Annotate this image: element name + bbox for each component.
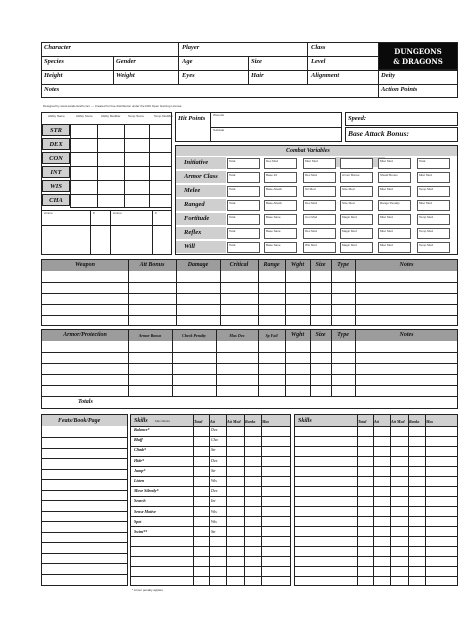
type-header: Type [337, 262, 349, 268]
skill-ability: Int [211, 498, 216, 504]
skill-att-header: Att [374, 419, 379, 424]
skill-ability: Cha [211, 437, 218, 443]
skill-row-blank[interactable] [295, 447, 457, 456]
combat-cell[interactable] [340, 200, 373, 211]
skill-ability: Str [211, 467, 216, 473]
skill-row-blank[interactable] [295, 487, 457, 496]
combat-cell[interactable] [303, 158, 336, 169]
combat-cell-label: Misc Mod [419, 201, 432, 205]
skill-total-field[interactable] [194, 458, 208, 466]
combat-cell[interactable] [340, 242, 373, 253]
skill-row-blank[interactable] [295, 507, 457, 516]
weight-header: Wght [290, 262, 305, 268]
skill-row-blank[interactable] [295, 437, 457, 446]
combat-row-label: Initiative [184, 159, 209, 166]
skill-ability: Wis [211, 508, 217, 514]
combat-cell[interactable] [378, 158, 411, 169]
skill-ability: Dex [211, 427, 218, 432]
combat-cell-label: Size Mod [342, 201, 355, 205]
skill-ability: Dex [211, 457, 218, 463]
combat-cell[interactable] [417, 228, 450, 239]
skill-row-blank[interactable] [295, 527, 457, 536]
combat-cell[interactable] [303, 214, 336, 225]
armor-row[interactable] [42, 353, 457, 363]
skill-row-blank[interactable] [295, 567, 457, 576]
class-label: Class [311, 44, 326, 51]
skill-name: Balance* [134, 427, 150, 432]
dnd-logo [378, 42, 458, 70]
combat-cell[interactable] [340, 158, 373, 169]
combat-cell[interactable] [417, 242, 450, 253]
ability-int: INT [50, 169, 62, 176]
skill-total-field[interactable] [194, 478, 208, 486]
ability-con: CON [49, 155, 63, 162]
weapon-row[interactable] [42, 305, 457, 315]
skill-ranks-header: Ranks [409, 419, 420, 424]
skill-ability: Str [211, 447, 216, 453]
feat-line[interactable] [42, 532, 127, 541]
feats-label: Feats/Book/Page [58, 418, 101, 424]
damage-header: Damage [187, 262, 209, 268]
skill-total-header: Total [194, 419, 203, 424]
ability-col-header-score: Ability Score [76, 114, 93, 118]
combat-cell[interactable] [227, 200, 260, 211]
skill-total-field[interactable] [194, 529, 208, 537]
weapon-row[interactable] [42, 283, 457, 293]
combat-cell[interactable] [264, 228, 297, 239]
combat-cell-label: Base Save [266, 229, 281, 233]
armor-row[interactable] [42, 386, 457, 396]
combat-cell-label: Total [229, 187, 236, 191]
skill-att-mod-header: Att Mod [227, 419, 241, 424]
combat-cell-label: Total [229, 243, 236, 247]
combat-cell[interactable] [417, 158, 450, 169]
armor-row[interactable] [42, 364, 457, 374]
notes-label: Notes [44, 86, 60, 93]
armor-weight-header: Wght [290, 332, 305, 338]
combat-cell[interactable] [378, 186, 411, 197]
skill-total-field[interactable] [194, 498, 208, 506]
skill-total-field[interactable] [194, 509, 208, 517]
combat-cell-label: Base Save [266, 243, 281, 247]
combat-cell-label: Misc Mod [380, 229, 393, 233]
combat-title: Combat Variables [286, 148, 330, 154]
combat-cell-label: Total [419, 159, 426, 163]
combat-cell[interactable] [264, 158, 297, 169]
combat-cell[interactable] [264, 186, 297, 197]
skill-mas-header: Mas [426, 419, 434, 424]
armor-bonus-header: Armor Bonus [138, 333, 162, 338]
combat-cell-label: Dex Mod [266, 159, 279, 163]
character-label: Character [44, 44, 72, 51]
spell-fail-header: Sp Fail [265, 333, 278, 338]
ammo-count-label-2: # [155, 211, 157, 215]
combat-cell-label: Base Save [266, 215, 281, 219]
skill-row-blank[interactable] [295, 577, 457, 586]
skill-row-blank[interactable] [295, 557, 457, 566]
combat-cell[interactable] [303, 186, 336, 197]
logo-line1: DUNGEONS [394, 47, 442, 56]
combat-cell[interactable] [227, 186, 260, 197]
combat-cell-label: Total [229, 229, 236, 233]
combat-cell-label: Misc Mod [419, 173, 432, 177]
combat-cell[interactable] [378, 214, 411, 225]
skill-total-field[interactable] [194, 437, 208, 445]
combat-cell[interactable] [303, 242, 336, 253]
combat-cell[interactable] [340, 214, 373, 225]
skill-row-blank[interactable] [295, 497, 457, 506]
armor-size-header: Size [315, 332, 326, 338]
combat-cell[interactable] [378, 200, 411, 211]
feat-line[interactable] [42, 511, 127, 520]
combat-cell[interactable] [227, 228, 260, 239]
feat-line[interactable] [42, 469, 127, 478]
ammo-label-1: Ammo [44, 211, 53, 215]
combat-cell-label: Dex Mod [305, 173, 318, 177]
skill-total-field[interactable] [194, 447, 208, 455]
skill-row-blank[interactable] [295, 517, 457, 526]
check-penalty-header: Check Penalty [182, 333, 206, 338]
skill-total-field[interactable] [194, 468, 208, 476]
combat-cell-label: Wis Mod [305, 243, 317, 247]
combat-cell-label: Misc Mod [305, 159, 318, 163]
skill-total-header: Total [358, 419, 367, 424]
feat-line[interactable] [42, 501, 127, 510]
ability-col-header-mod: Ability Modifier [101, 114, 121, 118]
skill-ranks-header: Ranks [245, 419, 256, 424]
combat-cell-label: Misc Mod [380, 215, 393, 219]
combat-row-label: Will [184, 243, 195, 250]
combat-cell-label: Temp Mod [419, 243, 434, 247]
combat-cell[interactable] [417, 186, 450, 197]
skill-row-blank[interactable] [295, 477, 457, 486]
weapon-header: Weapon [75, 262, 95, 268]
height-label: Height [44, 72, 63, 79]
combat-cell-label: Dex Mod [305, 229, 318, 233]
skill-name: Search [134, 498, 146, 504]
skill-att-mod-header: Att Mod [391, 419, 405, 424]
weapon-row[interactable] [42, 316, 457, 326]
combat-cell-label: Misc Mod [380, 159, 393, 163]
armor-row[interactable] [42, 342, 457, 352]
combat-cell-label: Base Attack [266, 187, 282, 191]
armor-penalty-footnote: * Armor penalty applies [132, 588, 163, 592]
critical-header: Critical [229, 262, 249, 268]
skill-total-field[interactable] [194, 427, 208, 435]
skill-name: Move Silently* [134, 488, 159, 494]
combat-cell[interactable] [264, 172, 297, 183]
ability-str: STR [50, 127, 62, 134]
size-header: Size [315, 262, 326, 268]
weapon-row[interactable] [42, 272, 457, 282]
combat-cell-label: Temp Mod [419, 229, 434, 233]
skills-label-2: Skills [298, 418, 312, 424]
skill-mas-header: Mas [262, 419, 270, 424]
combat-cell[interactable] [378, 172, 411, 183]
combat-cell[interactable] [264, 214, 297, 225]
speed-label: Speed: [348, 115, 367, 122]
skill-ability: Str [211, 529, 216, 534]
feat-line[interactable] [42, 448, 127, 457]
ability-col-header-name: Ability Name [48, 114, 65, 118]
combat-row-label: Armor Class [184, 173, 218, 180]
alignment-label: Alignment [311, 72, 340, 79]
combat-cell-label: Total [229, 173, 236, 177]
deity-label: Deity [381, 72, 396, 79]
level-label: Level [311, 58, 326, 65]
feat-line[interactable] [42, 553, 127, 562]
ability-dex: DEX [49, 141, 63, 148]
skill-name: Climb* [134, 447, 147, 453]
combat-cell[interactable] [417, 214, 450, 225]
skill-name: Listen [134, 478, 145, 483]
eyes-label: Eyes [182, 72, 195, 79]
action-points-label: Action Points [381, 86, 418, 93]
skill-name: Spot [134, 518, 142, 524]
combat-cell[interactable] [340, 186, 373, 197]
armor-header: Armor/Protection [63, 332, 107, 338]
notes-header: Notes [399, 262, 414, 268]
combat-row-label: Reflex [184, 229, 202, 236]
combat-cell-label: Magic Mod [342, 243, 357, 247]
feat-line[interactable] [42, 543, 127, 552]
ammo-count-label-1: # [93, 211, 95, 215]
armor-notes-header: Notes [399, 332, 414, 338]
feat-line[interactable] [42, 490, 127, 499]
skill-name: Swim** [134, 529, 148, 534]
combat-cell[interactable] [264, 200, 297, 211]
wounds-label: Wounds [213, 113, 224, 117]
att-bonus-header: Att Bonus [139, 262, 165, 268]
combat-row-label: Fortitude [184, 215, 210, 222]
ability-wis: WIS [50, 183, 62, 190]
ammo-label-2: Ammo [113, 211, 122, 215]
ability-col-header-temp-mod: Temp Modifier [154, 114, 173, 118]
feat-line[interactable] [42, 480, 127, 489]
skill-total-field[interactable] [194, 488, 208, 496]
gender-label: Gender [116, 58, 136, 65]
skill-row-blank[interactable] [295, 547, 457, 556]
combat-cell[interactable] [303, 200, 336, 211]
skill-row-blank[interactable] [295, 457, 457, 466]
feat-line[interactable] [42, 438, 127, 447]
skill-ability: Wis [211, 478, 217, 483]
ability-col-header-temp-score: Temp Score [128, 114, 145, 118]
armor-totals-label: Totals [78, 399, 93, 405]
combat-cell-label: Total [229, 215, 236, 219]
combat-row-label: Ranged [184, 201, 205, 208]
combat-cell[interactable] [303, 172, 336, 183]
combat-cell-label: Dex Mod [305, 201, 318, 205]
combat-cell-label: Size Mod [342, 187, 355, 191]
age-label: Age [182, 58, 193, 65]
max-dex-header: Max Dex [229, 333, 245, 338]
combat-cell[interactable] [264, 242, 297, 253]
feat-line[interactable] [42, 564, 127, 573]
skill-row-blank[interactable] [295, 537, 457, 546]
hair-label: Hair [251, 72, 264, 79]
combat-cell-label: Shield Bonus [380, 173, 398, 177]
skill-row-blank[interactable] [295, 427, 457, 436]
skill-name: Sense Motive [134, 508, 156, 514]
skill-row-blank[interactable] [295, 467, 457, 476]
combat-cell[interactable] [417, 200, 450, 211]
combat-cell-label: Misc Mod [380, 243, 393, 247]
armor-row[interactable] [42, 375, 457, 385]
feat-line[interactable] [42, 522, 127, 531]
range-header: Range [263, 262, 280, 268]
weight-label: Weight [116, 72, 135, 79]
combat-cell[interactable] [340, 228, 373, 239]
armor-type-header: Type [337, 332, 349, 338]
combat-cell-label: Str Mod [305, 187, 316, 191]
combat-cell-label: Con Mod [305, 215, 318, 219]
combat-cell-label: Misc Mod [380, 187, 393, 191]
combat-cell[interactable] [227, 214, 260, 225]
max-ranks-label: Max Ranks [155, 419, 171, 423]
feat-line[interactable] [42, 427, 127, 436]
combat-cell-label: Armor Bonus [342, 173, 360, 177]
player-label: Player [182, 44, 200, 51]
logo-line2: & DRAGONS [393, 57, 443, 66]
weapon-row[interactable] [42, 294, 457, 304]
species-label: Species [44, 58, 64, 65]
combat-cell[interactable] [417, 172, 450, 183]
combat-cell-label: Magic Mod [342, 215, 357, 219]
combat-cell-label: Temp Mod [419, 215, 434, 219]
ability-cha: CHA [49, 197, 63, 204]
combat-cell-label: Base 10 [266, 173, 278, 177]
skill-ability: Dex [211, 488, 218, 494]
skills-label: Skills [134, 418, 148, 424]
combat-cell-label: Base Attack [266, 201, 282, 205]
combat-cell-label: Magic Mod [342, 229, 357, 233]
combat-cell[interactable] [378, 228, 411, 239]
bab-label: Base Attack Bonus: [348, 129, 409, 138]
size-label: Size [251, 58, 262, 65]
skill-total-field[interactable] [194, 519, 208, 527]
combat-cell[interactable] [340, 172, 373, 183]
skill-name: Hide* [134, 457, 144, 463]
feat-line[interactable] [42, 459, 127, 468]
combat-cell-label: Range Penalty [380, 201, 400, 205]
combat-cell-label: Temp Mod [419, 187, 434, 191]
skill-ability: Wis [211, 518, 217, 524]
combat-cell[interactable] [227, 158, 260, 169]
combat-cell-label: Total [229, 201, 236, 205]
subdual-label: Subdual [213, 128, 225, 132]
skill-att-header: Att [210, 419, 215, 424]
skill-name: Bluff [134, 437, 143, 443]
combat-cell[interactable] [378, 242, 411, 253]
combat-row-label: Melee [184, 187, 201, 194]
combat-cell[interactable] [227, 172, 260, 183]
combat-cell[interactable] [227, 242, 260, 253]
hit-points-label: Hit Points [178, 115, 206, 122]
combat-cell-label: Total [229, 159, 236, 163]
combat-cell[interactable] [303, 228, 336, 239]
fine-print: Designed by www.sandersrath.com — Created for free distribution under the D20 Open Gaming License [43, 104, 182, 108]
skill-name: Jump* [134, 467, 146, 473]
